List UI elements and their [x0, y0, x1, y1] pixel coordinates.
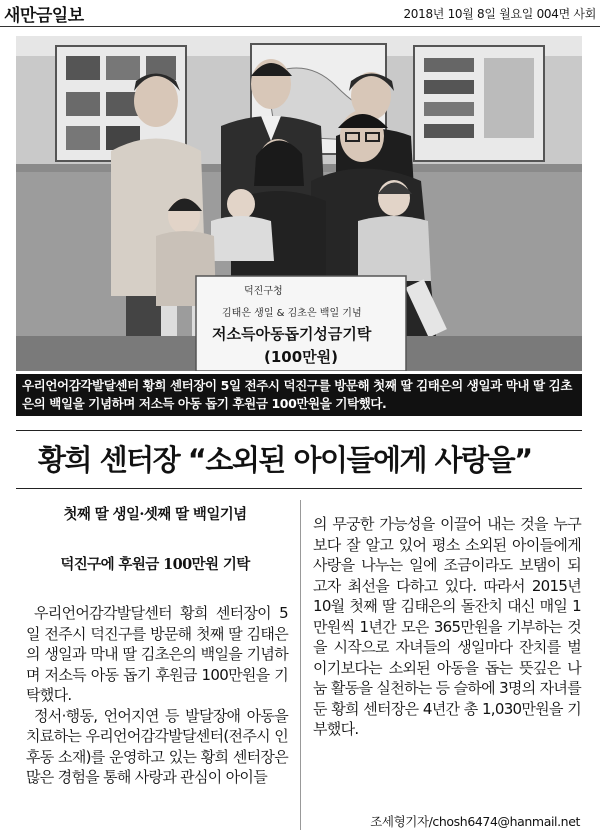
headline-top-rule	[16, 430, 582, 431]
body-paragraph-3: 의 무궁한 가능성을 이끌어 내는 것을 누구보다 잘 알고 있어 평소 소외된 아이들에게 사랑을 나누는 일에 조금이라도 보탬이 되고자 최선을 다하고 있다. 따라서 2015년 10월 첫째 딸 김태은의 돌잔치 대신 매일 1만원씩 1년간 모은 365만원을 기부하는 것을 시작으로 자녀들의 생일마다 잔치를 벌이기보다는 소외된 아동을 돕는 뜻깊은 나눔 활동을 실천하는 등 슬하에 3명의 자녀를 둔 황희 센터장은 4년간 총 1,030만원을 기부했다.	[313, 515, 581, 738]
body-paragraph-1: 우리언어감각발달센터 황희 센터장이 5일 전주시 덕진구를 방문해 첫째 딸 김태은의 생일과 막내 딸 김초은의 백일을 기념하며 저소득 아동 돕기 후원금 100만원을 기탁했다.	[26, 604, 288, 704]
sign-org: 덕진구청	[244, 286, 283, 297]
news-photo	[16, 36, 582, 371]
headline-bottom-rule	[16, 488, 582, 489]
subhead-1: 첫째 딸 생일·셋째 딸 백일기념	[63, 506, 247, 523]
headline: 황희 센터장 “소외된 아이들에게 사랑을”	[38, 442, 532, 477]
byline: 조세형기자/chosh6474@hanmail.net	[370, 814, 580, 829]
dateline: 2018년 10월 8일 월요일 004면 사회	[403, 6, 596, 21]
body-paragraph-2: 정서·행동, 언어지연 등 발달장애 아동을 치료하는 우리언어감각발달센터(전주시 인후동 소재)를 운영하고 있는 황희 센터장은 많은 경험을 통해 사랑과 관심이 아이들	[26, 706, 288, 786]
subhead-2: 덕진구에 후원금 100만원 기탁	[60, 556, 250, 573]
masthead	[0, 0, 600, 27]
sign-line3: (100만원)	[264, 348, 339, 366]
subheads	[16, 504, 294, 604]
photo-caption: 우리언어감각발달센터 황희 센터장이 5일 전주시 덕진구를 방문해 첫째 딸 김태은의 생일과 막내 딸 김초은의 백일을 기념하며 저소득 아동 돕기 후원금 100만원을 기탁했다.	[16, 374, 582, 416]
article-column-2	[313, 514, 581, 740]
sign-line1: 김태은 생일 & 김초은 백일 기념	[222, 308, 362, 319]
sign-line2: 저소득아동돕기성금기탁	[212, 325, 372, 343]
column-divider	[300, 500, 301, 830]
article-column-1	[26, 603, 288, 788]
paper-name: 새만금일보	[4, 5, 84, 26]
